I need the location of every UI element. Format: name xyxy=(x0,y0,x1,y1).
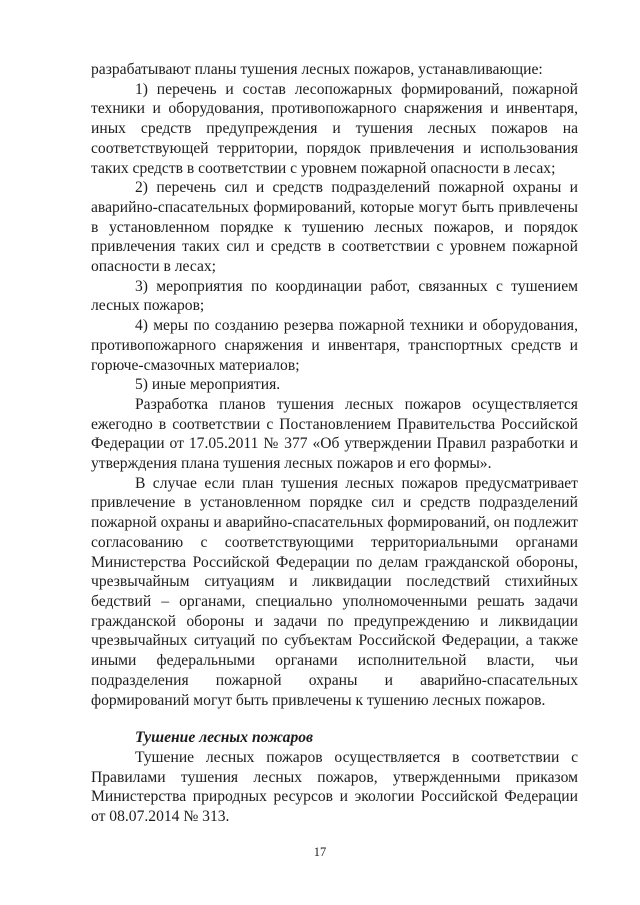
paragraph-coordination: В случае если план тушения лесных пожаров предусматривает привлечение в установленном порядке сил и средств подразделений пожарной охраны и аварийно-спасательных формирований, он подлежит согласованию с соответствующими территориальными органами Министерства Российской Федерации по делам гражданской обороны, чрезвычайным ситуациям и ликвидации последствий стихийных бедствий – органами, специально уполномоченными решать задачи гражданской обороны и задачи по предупреждению и ликвидации чрезвычайных ситуаций по субъектам Российской Федерации, а также иными федеральными органами исполнительной власти, чьи подразделения пожарной охраны и аварийно-спасательных формирований могут быть привлечены к тушению лесных пожаров. xyxy=(91,474,578,709)
paragraph-plans: Разработка планов тушения лесных пожаров осуществляется ежегодно в соответствии с Постановлением Правительства Российской Федерации от 17.05.2011 № 377 «Об утверждении Правил разработки и утверждения плана тушения лесных пожаров и его формы». xyxy=(91,395,578,473)
list-item-3: 3) мероприятия по координации работ, связанных с тушением лесных пожаров; xyxy=(91,277,578,315)
list-item-5: 5) иные мероприятия. xyxy=(135,376,281,394)
section-paragraph: Тушение лесных пожаров осуществляется в соответствии с Правилами тушения лесных пожаров, утвержденными приказом Министерства природных ресурсов и экологии Российской Федерации от 08.07.2014 № 313. xyxy=(91,748,578,826)
list-item-1: 1) перечень и состав лесопожарных формирований, пожарной техники и оборудования, противопожарного снаряжения и инвентаря, иных средств предупреждения и тушения лесных пожаров на соответствующей территории, порядок привлечения и использования таких средств в соответствии с уровнем пожарной опасности в лесах; xyxy=(91,80,578,177)
section-heading: Тушение лесных пожаров xyxy=(135,729,314,747)
paragraph-intro: разрабатывают планы тушения лесных пожаров, устанавливающие: xyxy=(91,61,543,78)
list-item-4: 4) меры по созданию резерва пожарной техники и оборудования, противопожарного снаряжения и инвентаря, транспортных средств и горюче-смазочных материалов; xyxy=(91,317,578,374)
list-item-2: 2) перечень сил и средств подразделений пожарной охраны и аварийно-спасательных формирований, которые могут быть привлечены в установленном порядке к тушению лесных пожаров, и порядок привлечения таких сил и средств в соответствии с уровнем пожарной опасности в лесах; xyxy=(91,179,578,276)
body-text xyxy=(91,60,578,827)
page-number: 17 xyxy=(313,845,327,859)
